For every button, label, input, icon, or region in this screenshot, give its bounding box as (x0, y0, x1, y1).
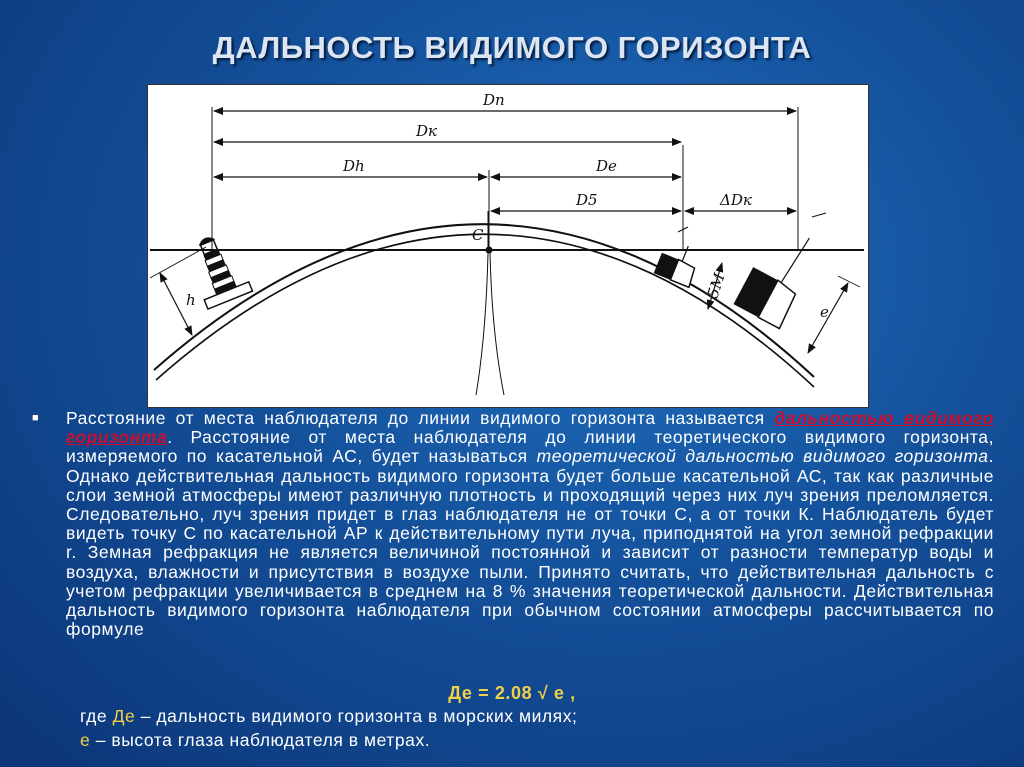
label-dh: Dh (343, 157, 365, 175)
term-theoretical-range: теоретической дальностью видимого горизонта (536, 446, 989, 467)
definition-e (80, 730, 430, 751)
label-5m: 5М (703, 270, 729, 301)
label-h: h (186, 291, 196, 309)
label-e: e (820, 303, 829, 321)
body-text-2: . Расстояние от места наблюдателя до линии теоретического видимого горизонта, измеряемого по касательной АС, будет называться (66, 427, 994, 467)
definition-de (80, 706, 577, 727)
term-visible-horizon-range: дальностью видимого горизонта (66, 408, 994, 448)
body-paragraph (66, 409, 994, 639)
label-dn: Dп (483, 91, 505, 109)
horizon-diagram-svg (148, 85, 868, 407)
large-ship-icon (733, 221, 823, 328)
body-text-3: . Однако действительная дальность видимого горизонта будет больше касательной АС, так как различные слои земной атмосферы имеют различную плотность и проходящий через них луч зрения преломляется. Следовательно, луч зрения придет в глаз наблюдателя не от точки С, а от точки К. Наблюдатель будет видеть точку С по касательной АР к действительному пути луча, приподнятой на угол земной рефракции r. Земная рефракция не является величиной постоянной и зависит от разности температур воды и воздуха, влажности и присутствия в воздухе пыли. Принято считать, что действительная дальность с учетом рефракции увеличивается в среднем на 8 % значения теоретической дальности. Действительная дальность видимого горизонта наблюдателя при обычном состоянии атмосферы рассчитывается по формуле (66, 446, 994, 640)
definition-text-e: – высота глаза наблюдателя в метрах. (90, 730, 431, 750)
definition-prefix: где (80, 706, 113, 726)
page-title: ДАЛЬНОСТЬ ВИДИМОГО ГОРИЗОНТА (212, 30, 812, 65)
radius-line-right (490, 253, 504, 395)
formula: Де = 2.08 √ е , (448, 683, 576, 703)
label-d5: D5 (576, 191, 598, 209)
label-dk: Dк (416, 122, 437, 140)
horizon-diagram (147, 84, 869, 408)
label-delta-dk: ΔDк (720, 191, 752, 209)
body-text-1: Расстояние от места наблюдателя до линии видимого горизонта называется (66, 408, 775, 428)
bullet-marker: ■ (32, 412, 39, 424)
definition-text-de: – дальность видимого горизонта в морских милях; (135, 706, 578, 726)
definition-symbol-e: е (80, 730, 91, 750)
label-de: Dе (596, 157, 617, 175)
earth-surface-outer (154, 224, 814, 377)
point-c (486, 247, 493, 254)
small-ship-icon (654, 238, 703, 287)
definition-symbol-de: Де (112, 706, 136, 726)
label-c: C (472, 226, 484, 244)
radius-line-left (476, 253, 488, 395)
